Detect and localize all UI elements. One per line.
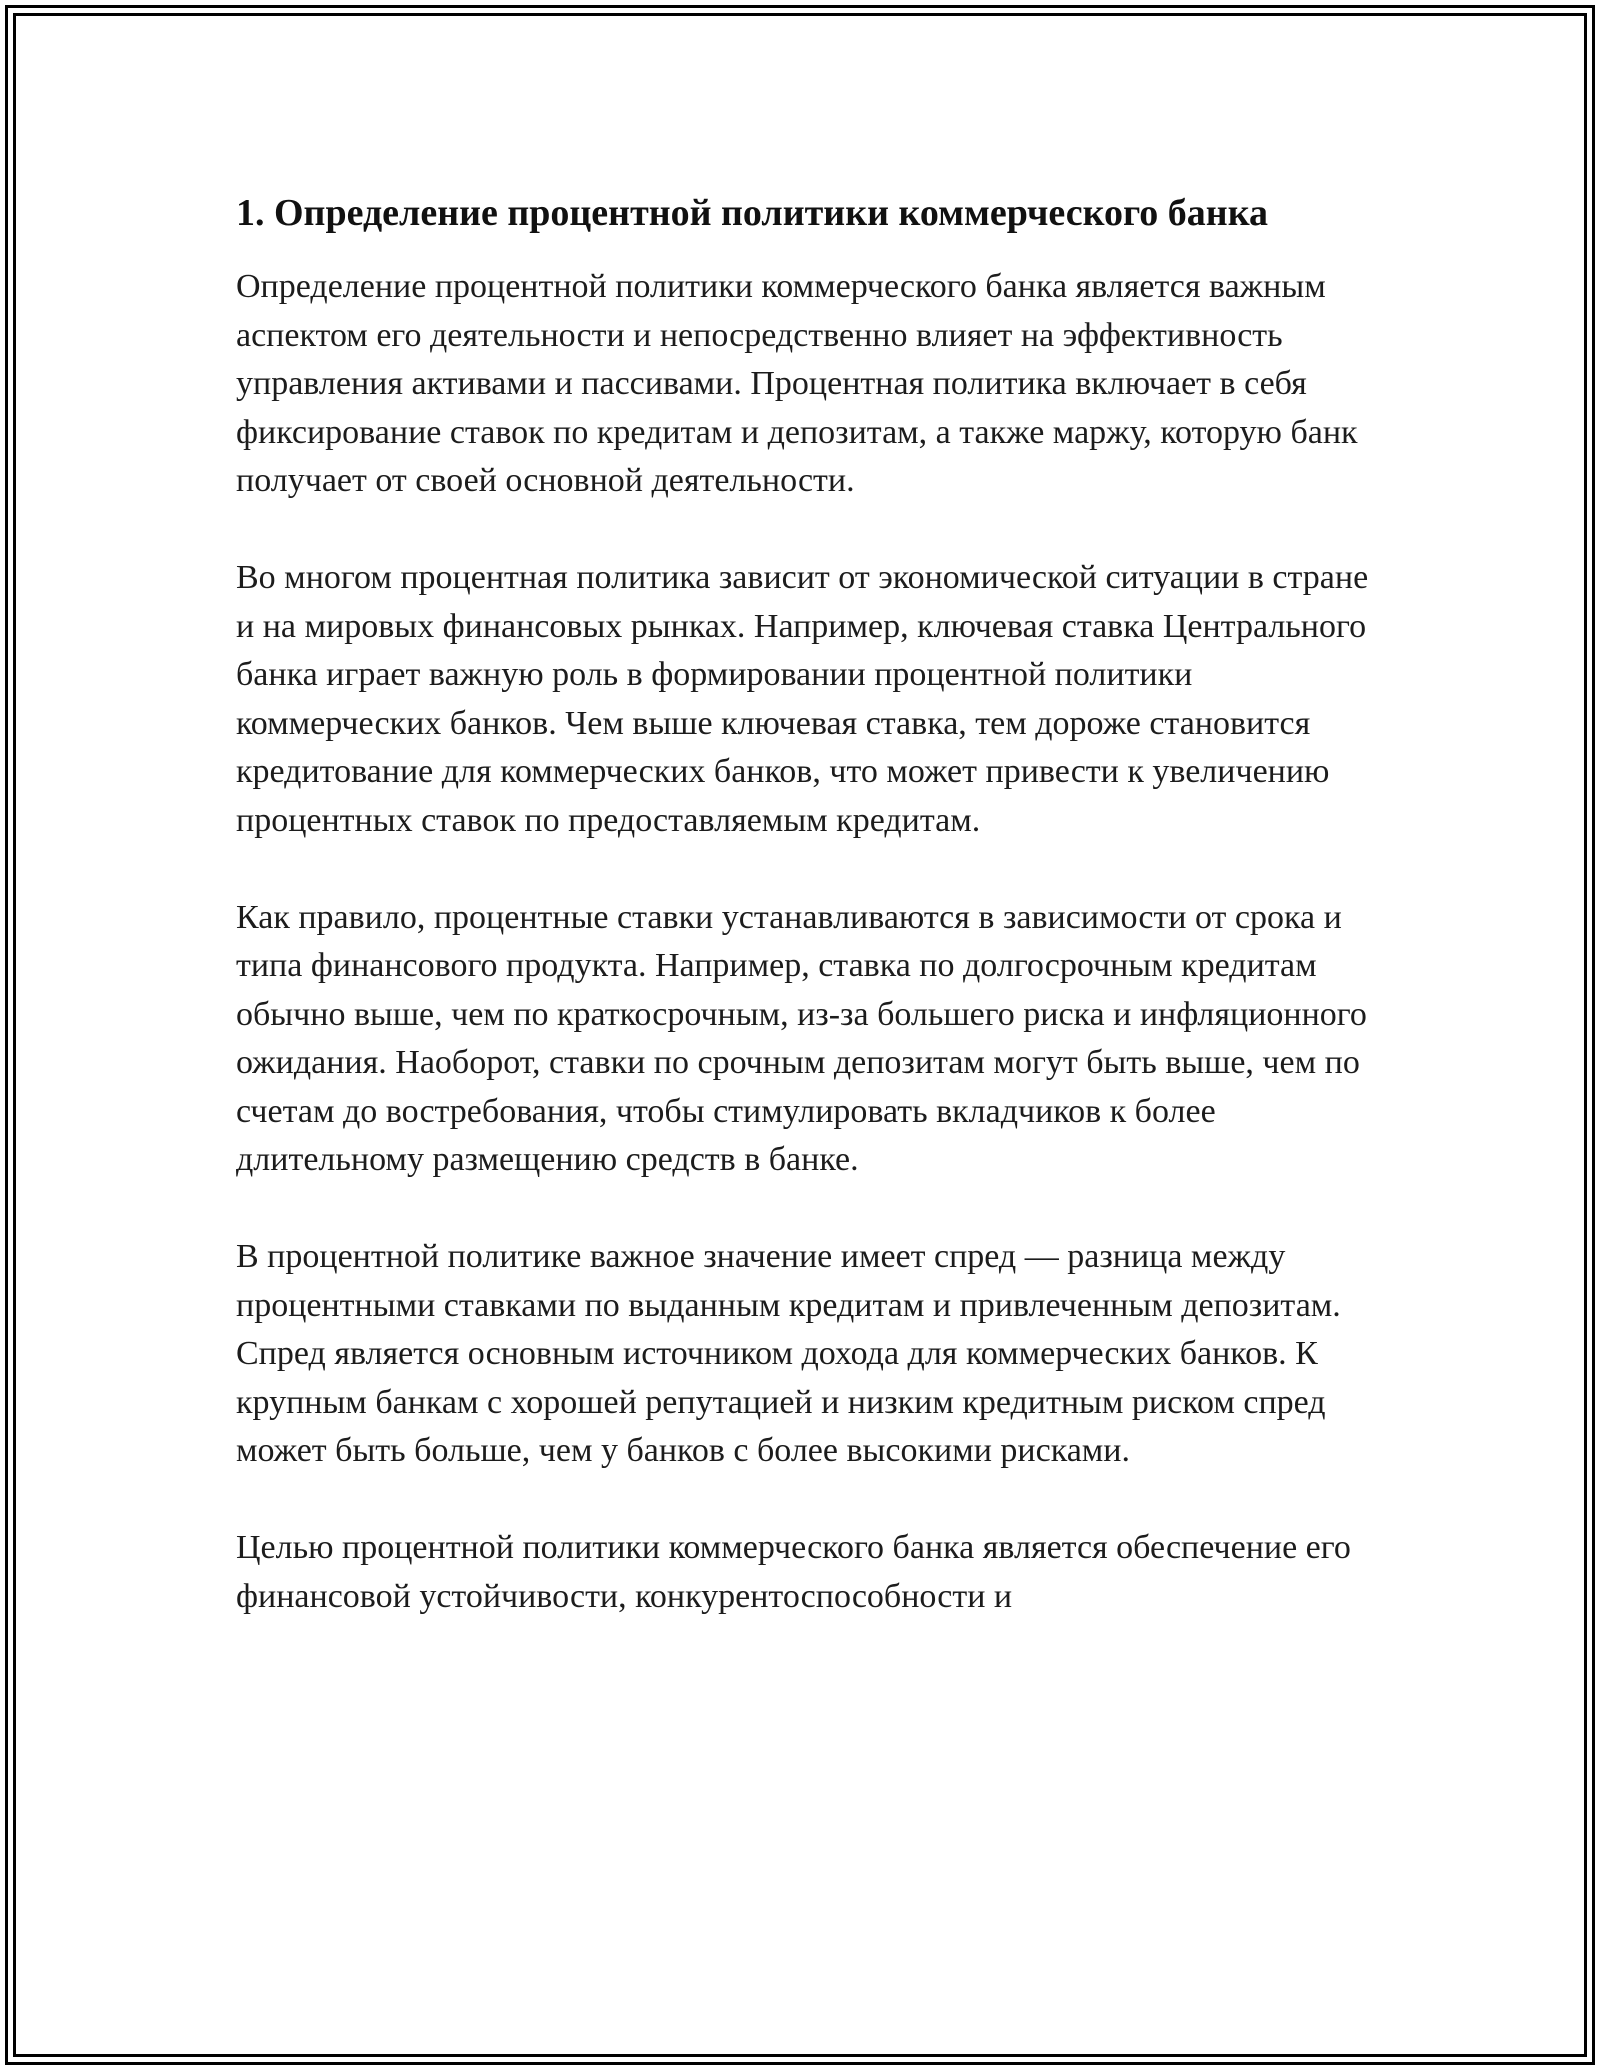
paragraph-1: Определение процентной политики коммерческого банка является важным аспектом его деятельности и непосредственно влияет на эффективность управления активами и пассивами. Процентная политика включает в себя фиксирование ставок по кредитам и депозитам, а также маржу, которую банк получает от своей основной деятельности. — [236, 268, 1358, 499]
section-heading: 1. Определение процентной политики коммерческого банка — [236, 192, 1269, 234]
paragraph-5: Целью процентной политики коммерческого банка является обеспечение его финансовой устойчивости, конкурентоспособности и — [236, 1529, 1351, 1615]
paragraph-4: В процентной политике важное значение имеет спред — разница между процентными ставками по выданным кредитам и привлеченным депозитам. Спред является основным источником дохода для коммерческих банков. К крупным банкам с хорошей репутацией и низким кредитным риском спред может быть больше, чем у банков с более высокими рисками. — [236, 1238, 1341, 1469]
document-body — [236, 186, 1376, 1670]
paragraph-3: Как правило, процентные ставки устанавливаются в зависимости от срока и типа финансового продукта. Например, ставка по долгосрочным кредитам обычно выше, чем по краткосрочным, из-за большего риска и инфляционного ожидания. Наоборот, ставки по срочным депозитам могут быть выше, чем по счетам до востребования, чтобы стимулировать вкладчиков к более длительному размещению средств в банке. — [236, 898, 1367, 1178]
paragraph-2: Во многом процентная политика зависит от экономической ситуации в стране и на мировых финансовых рынках. Например, ключевая ставка Центрального банка играет важную роль в формировании процентной политики коммерческих банков. Чем выше ключевая ставка, тем дороже становится кредитование для коммерческих банков, что может привести к увеличению процентных ставок по предоставляемым кредитам. — [236, 559, 1369, 839]
